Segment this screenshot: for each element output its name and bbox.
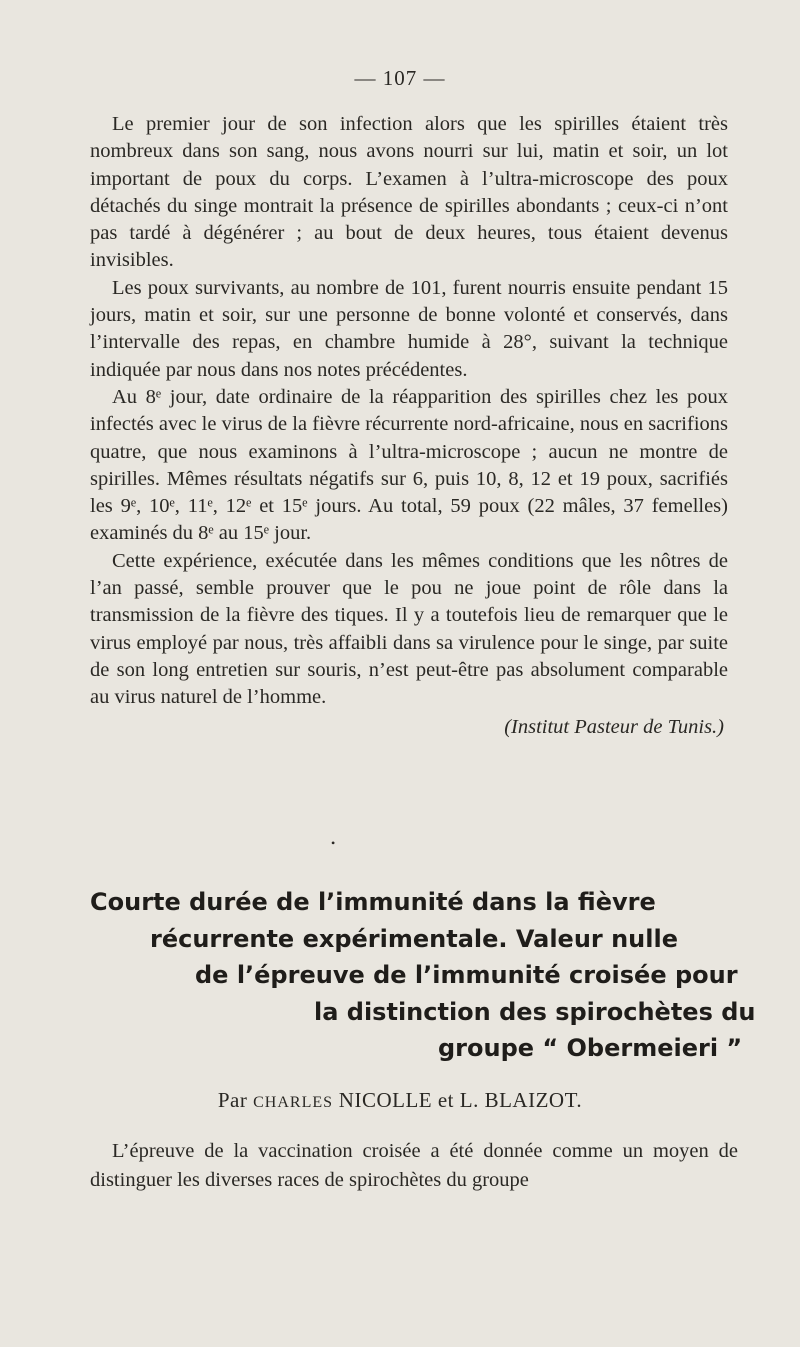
- paragraph-1: Le premier jour de son infection alors que les spirilles étaient très nombreux dans son sang, nous avons nourri sur lui, matin et soir, un lot important de poux du corps. L’examen à l’ultra-microscope des poux détachés du singe montrait la présence de spirilles abondants ; ceux-ci n’ont pas tardé à dégénérer ; au bout de deux heures, tous étaient devenus invisibles.: [90, 113, 728, 272]
- article-body: [90, 1137, 738, 1195]
- article-continuation: [90, 111, 728, 741]
- title-line-1: Courte durée de l’immunité dans la fièvre: [90, 888, 656, 916]
- paragraph-3: Au 8ᵉ jour, date ordinaire de la réapparition des spirilles chez les poux infectés avec le virus de la fièvre récurrente nord-africaine, nous en sacrifions quatre, que nous examinons à l’ultra-microscope ; aucun ne montre de spirilles. Mêmes résultats négatifs sur 6, puis 10, 8, 12 et 19 poux, sacrifiés les 9ᵉ, 10ᵉ, 11ᵉ, 12ᵉ et 15ᵉ jours. Au total, 59 poux (22 mâles, 37 femelles) examinés du 8ᵉ au 15ᵉ jour.: [90, 385, 728, 545]
- authors-and: et: [437, 1088, 455, 1112]
- paragraph-4: Cette expérience, exécutée dans les mêmes conditions que les nôtres de l’an passé, semble prouver que le pou ne joue point de rôle dans la transmission de la fièvre des tiques. Il y a toutefois lieu de remarquer que le virus employé par nous, très affaibli dans sa virulence pour le singe, par suite de son long entretien sur souris, n’est peut-être pas absolument comparable au virus naturel de l’homme.: [90, 549, 728, 709]
- title-line-2: récurrente expérimentale. Valeur nulle: [150, 924, 678, 953]
- author-first-given: CHARLES: [253, 1094, 334, 1111]
- page-number: — 107 —: [354, 66, 446, 90]
- institution-signature: (Institut Pasteur de Tunis.): [504, 715, 724, 738]
- author-first-surname: NICOLLE: [338, 1088, 433, 1112]
- article-first-paragraph: L’épreuve de la vaccination croisée a été donnée comme un moyen de distinguer les diverses races de spirochètes du groupe: [90, 1140, 738, 1191]
- article-title: [90, 884, 756, 1067]
- separator-mark: •: [331, 836, 336, 850]
- title-line-5: groupe “ Obermeieri ”: [438, 1034, 743, 1062]
- authors-prefix: Par: [217, 1088, 248, 1112]
- title-line-4: la distinction des spirochètes du: [314, 997, 756, 1026]
- paragraph-2: Les poux survivants, au nombre de 101, furent nourris ensuite pendant 15 jours, matin et soir, sur une personne de bonne volonté et conservés, dans l’intervalle des repas, en chambre humide à 28°, suivant la technique indiquée par nous dans nos notes précédentes.: [90, 276, 728, 381]
- title-line-3: de l’épreuve de l’immunité croisée pour: [195, 961, 738, 989]
- author-second: L. BLAIZOT.: [459, 1088, 583, 1112]
- article-authors: [0, 1088, 800, 1113]
